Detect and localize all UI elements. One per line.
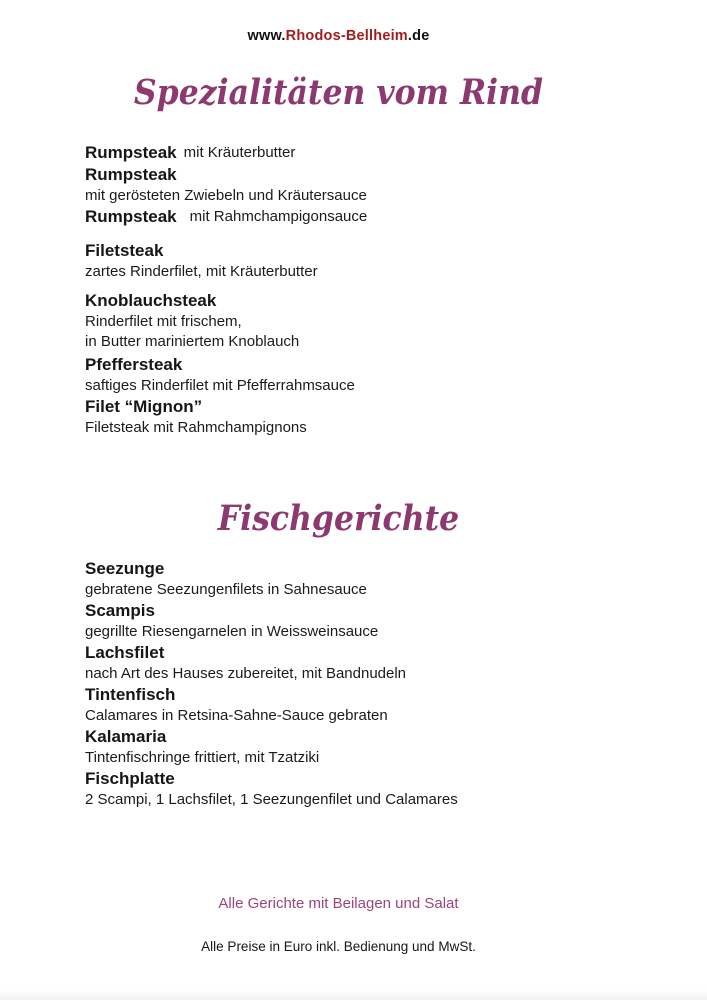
menu-item-desc: mit Kräuterbutter xyxy=(183,144,296,161)
menu-item-desc: zartes Rinderfilet, mit Kräuterbutter xyxy=(85,263,318,280)
menu-item-name: Kalamaria xyxy=(85,727,167,746)
menu-item-desc: gebratene Seezungenfilets in Sahnesauce xyxy=(85,581,367,598)
menu-item-name: Pfeffersteak xyxy=(85,355,183,374)
menu-item xyxy=(85,768,592,810)
menu-item-desc: Tintenfischringe frittiert, mit Tzatziki xyxy=(85,749,320,766)
menu-item-name: Scampis xyxy=(85,601,155,620)
menu-item-name: Seezunge xyxy=(85,559,165,578)
section-title-rind: Spezialitäten vom Rind xyxy=(133,72,544,113)
menu-item xyxy=(85,142,592,164)
menu-item xyxy=(85,726,592,768)
menu-section-rind xyxy=(85,142,592,438)
site-url xyxy=(85,0,592,46)
site-url-brand: Rhodos-Bellheim xyxy=(285,28,408,44)
menu-section-fisch xyxy=(85,558,592,810)
site-url-suffix: .de xyxy=(407,28,430,44)
menu-item-desc: Filetsteak mit Rahmchampignons xyxy=(85,419,307,436)
menu-item-desc: mit Rahmchampigonsauce xyxy=(189,208,368,225)
menu-item xyxy=(85,164,592,206)
menu-item-desc: mit gerösteten Zwiebeln und Kräutersauce xyxy=(85,187,367,204)
menu-item xyxy=(85,290,592,352)
menu-item-name: Tintenfisch xyxy=(85,685,176,704)
menu-item-name: Lachsfilet xyxy=(85,643,165,662)
menu-item xyxy=(85,206,592,228)
menu-item-name: Rumpsteak xyxy=(85,207,177,226)
footer-note-sides: Alle Gerichte mit Beilagen und Salat xyxy=(218,895,459,912)
menu-item-desc: gegrillte Riesengarnelen in Weissweinsauce xyxy=(85,623,379,640)
menu-item xyxy=(85,684,592,726)
menu-item-name: Rumpsteak xyxy=(85,143,177,162)
menu-item-name: Rumpsteak xyxy=(85,165,177,184)
menu-item xyxy=(85,396,592,438)
menu-item-desc: Rinderfilet mit frischem, xyxy=(85,313,242,330)
menu-item-name: Fischplatte xyxy=(85,769,175,788)
menu-item-desc: nach Art des Hauses zubereitet, mit Bandnudeln xyxy=(85,665,407,682)
menu-item-name: Knoblauchsteak xyxy=(85,291,217,310)
menu-item xyxy=(85,600,592,642)
menu-item-desc: 2 Scampi, 1 Lachsfilet, 1 Seezungenfilet und Calamares xyxy=(85,791,458,808)
site-url-prefix: www. xyxy=(247,28,286,44)
menu-item xyxy=(85,240,592,282)
menu-item-name: Filet “Mignon” xyxy=(85,397,203,416)
menu-item-desc-line2: in Butter mariniertem Knoblauch xyxy=(85,333,300,350)
menu-item xyxy=(85,642,592,684)
menu-item-desc: saftiges Rinderfilet mit Pfefferrahmsauce xyxy=(85,377,355,394)
footer-note-prices: Alle Preise in Euro inkl. Bedienung und MwSt. xyxy=(201,939,476,954)
menu-item xyxy=(85,354,592,396)
menu-item-name: Filetsteak xyxy=(85,241,164,260)
menu-item-desc: Calamares in Retsina-Sahne-Sauce gebraten xyxy=(85,707,388,724)
section-title-fisch: Fischgerichte xyxy=(217,498,460,539)
menu-item xyxy=(85,558,592,600)
